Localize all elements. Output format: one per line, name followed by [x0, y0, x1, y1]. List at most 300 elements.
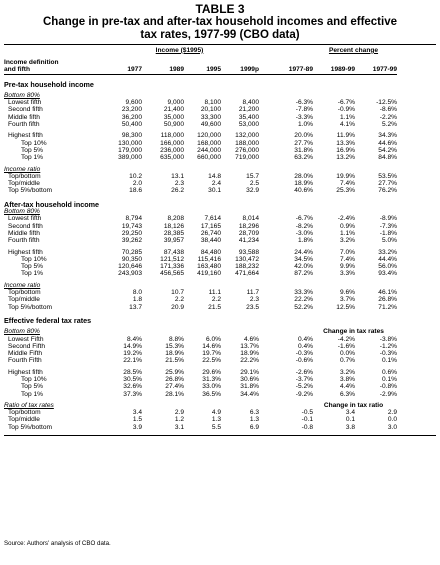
- value-cell: 56.0%: [378, 263, 397, 271]
- value-cell: 1.0%: [297, 121, 313, 129]
- value-cell: 26,740: [200, 229, 221, 237]
- row-label: Fourth fifth: [8, 121, 40, 129]
- row-label: Highest fifth: [8, 132, 43, 140]
- value-cell: 243,903: [118, 270, 142, 278]
- value-cell: 4.9: [211, 409, 221, 417]
- value-cell: 87.2%: [294, 270, 313, 278]
- value-cell: 28,385: [163, 229, 184, 237]
- row-label: Middle fifth: [8, 113, 40, 121]
- value-cell: 4.4%: [339, 383, 355, 391]
- value-cell: 36.5%: [202, 390, 221, 398]
- income-ratio-label-label: Income ratio: [4, 281, 41, 289]
- value-cell: 93,588: [238, 248, 259, 256]
- row-label: Top/bottom: [8, 289, 41, 297]
- gap-cell: [259, 173, 271, 180]
- value-cell: 9,600: [125, 99, 142, 107]
- value-cell: 31.8%: [294, 146, 313, 154]
- value-cell: -4.2%: [337, 335, 355, 343]
- value-cell: -8.9%: [379, 215, 397, 223]
- value-cell: 36,200: [121, 113, 142, 121]
- value-cell: 7,614: [204, 215, 221, 223]
- value-cell: -2.4%: [337, 215, 355, 223]
- value-cell: 27.7%: [294, 139, 313, 147]
- value-cell: -6.7%: [337, 99, 355, 107]
- row-label: Highest fifth: [8, 248, 43, 256]
- value-cell: 3.2%: [339, 368, 355, 376]
- change-heading: Change in tax rates: [323, 328, 384, 336]
- table-row: [4, 140, 436, 147]
- gap-cell: [259, 121, 271, 128]
- table-row: [4, 369, 436, 376]
- row-label: Lowest Fifth: [8, 335, 44, 343]
- value-cell: 9.9%: [339, 263, 355, 271]
- value-cell: 0.6%: [381, 368, 397, 376]
- value-cell: 23.5: [246, 303, 259, 311]
- table-row: [4, 147, 436, 154]
- value-cell: 26.8%: [378, 296, 397, 304]
- table-row: [4, 357, 436, 364]
- value-cell: 660,000: [197, 154, 221, 162]
- gap-cell: [259, 256, 271, 263]
- section-aftertax: [4, 199, 436, 208]
- gap-cell: [259, 343, 271, 350]
- value-cell: -12.5%: [376, 99, 397, 107]
- row-label: Top 1%: [21, 154, 43, 162]
- value-cell: 33.0%: [202, 383, 221, 391]
- bottom80-label-label: Bottom 80%: [4, 208, 40, 216]
- value-cell: 39,262: [121, 237, 142, 245]
- value-cell: 90,350: [121, 255, 142, 263]
- section-title: Pre-tax household income: [4, 79, 94, 89]
- value-cell: 2.5: [249, 180, 259, 188]
- value-cell: 5.0%: [381, 237, 397, 245]
- gap-cell: [259, 289, 271, 296]
- value-cell: 0.9%: [339, 222, 355, 230]
- value-cell: 115,416: [197, 255, 221, 263]
- row-label: Fourth fifth: [8, 237, 40, 245]
- row-label: Top/bottom: [8, 172, 41, 180]
- percent-group-label: Percent change: [328, 46, 379, 54]
- row-label: Lowest fifth: [8, 99, 42, 107]
- value-cell: 188,232: [235, 263, 259, 271]
- value-cell: 18,296: [238, 222, 259, 230]
- income-ratio-label-cell: [4, 282, 100, 289]
- percent-group-heading: [271, 45, 436, 55]
- gap-cell: [259, 114, 271, 121]
- value-cell: -0.1: [301, 416, 313, 424]
- gap-cell: [259, 215, 271, 222]
- value-cell: 25.9%: [165, 368, 184, 376]
- section-fedtax: [4, 315, 436, 324]
- value-cell: 456,565: [160, 270, 184, 278]
- value-cell: 33.2%: [378, 248, 397, 256]
- value-cell: 2.4: [211, 180, 221, 188]
- def-line-2: and fifth: [4, 66, 100, 74]
- header-group-row: [4, 45, 436, 55]
- value-cell: 163,480: [197, 263, 221, 271]
- row-label: Top 10%: [21, 139, 47, 147]
- value-cell: 7.0%: [339, 248, 355, 256]
- bottom-rule-row: [4, 431, 436, 436]
- value-cell: 22.2%: [240, 357, 259, 365]
- row-label: Second Fifth: [8, 342, 46, 350]
- empty-cell: [100, 328, 271, 335]
- row-label: Top 1%: [21, 270, 43, 278]
- empty-cell: [271, 166, 436, 173]
- bottom80-label-cell: [4, 208, 100, 215]
- source-note: Source: Authors' analysis of CBO data.: [4, 540, 111, 547]
- value-cell: 3.1: [174, 423, 184, 431]
- row-label: Top/bottom: [8, 409, 41, 417]
- gap-cell: [259, 66, 271, 74]
- value-cell: 6.0%: [205, 335, 221, 343]
- gap-cell: [259, 180, 271, 187]
- value-cell: 635,000: [160, 154, 184, 162]
- table-row: [4, 383, 436, 390]
- row-label: Top/middle: [8, 180, 40, 188]
- column-header: 1995: [184, 66, 221, 74]
- value-cell: 22.2%: [294, 296, 313, 304]
- value-cell: 130,000: [118, 139, 142, 147]
- value-cell: -0.8: [301, 423, 313, 431]
- gap-cell: [259, 147, 271, 154]
- row-label: Second fifth: [8, 106, 43, 114]
- table-row: [4, 416, 436, 423]
- value-cell: 11.7: [246, 289, 259, 297]
- row-label: Fourth Fifth: [8, 357, 42, 365]
- value-cell: 76.2%: [378, 187, 397, 195]
- value-cell: 0.1%: [381, 375, 397, 383]
- tax-ratio-label: [4, 402, 436, 409]
- value-cell: 276,000: [235, 146, 259, 154]
- value-cell: 31.3%: [202, 375, 221, 383]
- section-title: Effective federal tax rates: [4, 315, 92, 325]
- value-cell: 14.9%: [123, 342, 142, 350]
- value-cell: 35,000: [163, 113, 184, 121]
- value-cell: 26.8%: [165, 375, 184, 383]
- value-cell: 20,100: [200, 106, 221, 114]
- data-table: [4, 44, 436, 436]
- value-cell: 0.4%: [297, 342, 313, 350]
- value-cell: 54.2%: [378, 146, 397, 154]
- value-cell: 44.6%: [378, 139, 397, 147]
- gap-cell: [259, 140, 271, 147]
- value-cell: 4.6%: [243, 335, 259, 343]
- gap-cell: [259, 45, 271, 55]
- income-ratio-label-label: Income ratio: [4, 165, 41, 173]
- income-ratio-label-cell: [4, 166, 100, 173]
- value-cell: -2.9%: [379, 390, 397, 398]
- value-cell: 2.9: [174, 409, 184, 417]
- value-cell: -6.3%: [295, 99, 313, 107]
- value-cell: 32.6%: [123, 383, 142, 391]
- value-cell: 14.8: [208, 172, 221, 180]
- value-cell: 0.4%: [297, 335, 313, 343]
- value-cell: 236,000: [160, 146, 184, 154]
- value-cell: 24.4%: [294, 248, 313, 256]
- value-cell: 18.9%: [165, 350, 184, 358]
- gap-cell: [259, 296, 271, 303]
- value-cell: 3.9: [132, 423, 142, 431]
- value-cell: 52.2%: [294, 303, 313, 311]
- gap-cell: [259, 376, 271, 383]
- bottom80-label: [4, 92, 436, 99]
- value-cell: -0.3%: [295, 350, 313, 358]
- column-header: 1989-99: [313, 66, 355, 74]
- value-cell: 7.4%: [339, 255, 355, 263]
- value-cell: 471,664: [235, 270, 259, 278]
- value-cell: -9.2%: [295, 390, 313, 398]
- row-label: Top 10%: [21, 375, 47, 383]
- income-group-label: Income ($1995): [155, 46, 204, 54]
- table-row: [4, 304, 436, 311]
- table-row: [4, 409, 436, 416]
- header-blank: [4, 45, 100, 55]
- value-cell: 8,100: [204, 99, 221, 107]
- value-cell: 27.4%: [165, 383, 184, 391]
- gap-cell: [259, 230, 271, 237]
- gap-cell: [259, 263, 271, 270]
- table-row: [4, 154, 436, 161]
- gap-cell: [259, 237, 271, 244]
- value-cell: 19.2%: [123, 350, 142, 358]
- table-row: [4, 106, 436, 113]
- value-cell: 3.8%: [339, 375, 355, 383]
- value-cell: 244,000: [197, 146, 221, 154]
- value-cell: 8,794: [125, 215, 142, 223]
- value-cell: 19,743: [121, 222, 142, 230]
- value-cell: 84,480: [200, 248, 221, 256]
- value-cell: 41,234: [238, 237, 259, 245]
- value-cell: 28.5%: [123, 368, 142, 376]
- row-label: Top 5%: [21, 263, 43, 271]
- gap-cell: [259, 416, 271, 423]
- value-cell: 19.9%: [336, 172, 355, 180]
- value-cell: 9,000: [167, 99, 184, 107]
- column-header: 1999p: [221, 66, 259, 74]
- table-row: [4, 350, 436, 357]
- value-cell: 21,400: [163, 106, 184, 114]
- value-cell: 46.1%: [378, 289, 397, 297]
- title-line-2: Change in pre-tax and after-tax household incomes and effective: [42, 16, 398, 28]
- row-label: Top 1%: [21, 390, 43, 398]
- value-cell: 53,000: [238, 121, 259, 129]
- gap-cell: [259, 270, 271, 277]
- header-def-row: [4, 54, 436, 66]
- value-cell: 63.2%: [294, 154, 313, 162]
- tax-ratio-label-cell: [4, 402, 100, 409]
- value-cell: 8.4%: [126, 335, 142, 343]
- value-cell: 98,300: [121, 132, 142, 140]
- value-cell: 8.8%: [168, 335, 184, 343]
- value-cell: 13.1: [171, 172, 184, 180]
- value-cell: 34.3%: [378, 132, 397, 140]
- value-cell: 0.1%: [381, 357, 397, 365]
- value-cell: 13.2%: [336, 154, 355, 162]
- empty-cell: [100, 166, 271, 173]
- table-row: [4, 99, 436, 106]
- value-cell: -1.2%: [379, 342, 397, 350]
- gap-cell: [259, 424, 271, 431]
- value-cell: 34.5%: [294, 255, 313, 263]
- value-cell: -0.5: [301, 409, 313, 417]
- empty-cell: [100, 92, 271, 99]
- gap-cell: [259, 336, 271, 343]
- value-cell: 1.3: [211, 416, 221, 424]
- title-line-1: TABLE 3: [195, 2, 245, 16]
- value-cell: 118,000: [160, 132, 184, 140]
- row-label: Top 5%/bottom: [8, 423, 52, 431]
- value-cell: 21,200: [238, 106, 259, 114]
- value-cell: -8.2%: [295, 222, 313, 230]
- value-cell: 719,000: [235, 154, 259, 162]
- column-header: 1977-89: [271, 66, 313, 74]
- value-cell: 40.6%: [294, 187, 313, 195]
- value-cell: 84.8%: [378, 154, 397, 162]
- gap-cell: [259, 369, 271, 376]
- value-cell: -5.2%: [295, 383, 313, 391]
- table-row: [4, 132, 436, 139]
- table-row: [4, 173, 436, 180]
- value-cell: 30.6%: [240, 375, 259, 383]
- value-cell: 14.6%: [202, 342, 221, 350]
- title-line-3: tax rates, 1977-99 (CBO data): [140, 29, 300, 41]
- gap-cell: [259, 357, 271, 364]
- row-label: Top/middle: [8, 296, 40, 304]
- value-cell: 13.3%: [336, 139, 355, 147]
- bottom80-label-cell: [4, 92, 100, 99]
- value-cell: 20.9: [171, 303, 184, 311]
- section-title: After-tax household income: [4, 199, 100, 209]
- value-cell: 121,512: [160, 255, 184, 263]
- gap-cell: [259, 391, 271, 398]
- value-cell: 28.1%: [165, 390, 184, 398]
- row-label: Top 5%: [21, 146, 43, 154]
- gap-cell: [259, 132, 271, 139]
- table-row: [4, 343, 436, 350]
- row-label: Top/middle: [8, 416, 40, 424]
- value-cell: 419,160: [197, 270, 221, 278]
- value-cell: 0.0%: [339, 350, 355, 358]
- value-cell: 2.3: [174, 180, 184, 188]
- value-cell: 28.0%: [294, 172, 313, 180]
- value-cell: 15.7: [246, 172, 259, 180]
- value-cell: 23,200: [121, 106, 142, 114]
- value-cell: -3.0%: [295, 229, 313, 237]
- value-cell: 18.9%: [240, 350, 259, 358]
- row-label: Top 5%/bottom: [8, 303, 52, 311]
- value-cell: 34.4%: [240, 390, 259, 398]
- empty-cell: [100, 208, 271, 215]
- value-cell: 179,000: [118, 146, 142, 154]
- table-row: [4, 296, 436, 303]
- value-cell: 8,400: [242, 99, 259, 107]
- value-cell: 1.5: [132, 416, 142, 424]
- table-row: [4, 230, 436, 237]
- value-cell: -3.8%: [379, 335, 397, 343]
- gap-cell: [259, 249, 271, 256]
- bottom80-label: [4, 208, 436, 215]
- value-cell: 2.2: [174, 296, 184, 304]
- table-row: [4, 121, 436, 128]
- value-cell: -7.3%: [379, 222, 397, 230]
- table-row: [4, 114, 436, 121]
- table-row: [4, 336, 436, 343]
- empty-cell: [271, 282, 436, 289]
- value-cell: 168,000: [197, 139, 221, 147]
- gap-cell: [259, 99, 271, 106]
- row-label: Middle Fifth: [8, 350, 43, 358]
- value-cell: 8.0: [132, 289, 142, 297]
- value-cell: 18,126: [163, 222, 184, 230]
- value-cell: 1.8%: [297, 237, 313, 245]
- gap-cell: [259, 383, 271, 390]
- value-cell: 1.1%: [339, 113, 355, 121]
- value-cell: 18.9%: [294, 180, 313, 188]
- value-cell: 1.3: [249, 416, 259, 424]
- value-cell: 7.4%: [339, 180, 355, 188]
- row-label: Top 5%: [21, 383, 43, 391]
- value-cell: 6.9: [249, 423, 259, 431]
- value-cell: 171,336: [160, 263, 184, 271]
- value-cell: 21.5: [208, 303, 221, 311]
- value-cell: 18.6: [129, 187, 142, 195]
- value-cell: 3.7%: [339, 296, 355, 304]
- gap-cell: [259, 304, 271, 311]
- value-cell: 29,250: [121, 229, 142, 237]
- value-cell: 3.4: [132, 409, 142, 417]
- value-cell: 26.2: [171, 187, 184, 195]
- value-cell: 33.3%: [294, 289, 313, 297]
- table-row: [4, 289, 436, 296]
- value-cell: 2.0: [132, 180, 142, 188]
- change-heading: Change in tax ratio: [323, 401, 384, 409]
- gap-cell: [259, 187, 271, 194]
- column-header: 1977-99: [355, 66, 397, 74]
- bottom80-label-label: Bottom 80%: [4, 91, 40, 99]
- value-cell: 38,440: [200, 237, 221, 245]
- table-row: [4, 237, 436, 244]
- value-cell: 93.4%: [378, 270, 397, 278]
- value-cell: 13.7: [129, 303, 142, 311]
- bottom80-label: [4, 328, 436, 335]
- value-cell: 132,000: [235, 132, 259, 140]
- value-cell: 44.4%: [378, 255, 397, 263]
- value-cell: 22.1%: [123, 357, 142, 365]
- row-label: Lowest fifth: [8, 215, 42, 223]
- value-cell: 12.5%: [336, 303, 355, 311]
- value-cell: 389,000: [118, 154, 142, 162]
- value-cell: -8.6%: [379, 106, 397, 114]
- value-cell: 39,957: [163, 237, 184, 245]
- table-row: [4, 223, 436, 230]
- value-cell: 120,000: [197, 132, 221, 140]
- bottom-rule: [4, 431, 436, 436]
- value-cell: 120,646: [118, 263, 142, 271]
- value-cell: 27.7%: [378, 180, 397, 188]
- empty-cell: [100, 54, 436, 66]
- value-cell: -0.9%: [337, 106, 355, 114]
- table-row: [4, 263, 436, 270]
- value-cell: 31.8%: [240, 383, 259, 391]
- value-cell: 166,000: [160, 139, 184, 147]
- value-cell: 6.3: [249, 409, 259, 417]
- value-cell: 1.2: [174, 416, 184, 424]
- gap-cell: [259, 106, 271, 113]
- value-cell: 30.5%: [123, 375, 142, 383]
- def-line-1: Income definition: [4, 59, 59, 66]
- value-cell: -2.6%: [295, 368, 313, 376]
